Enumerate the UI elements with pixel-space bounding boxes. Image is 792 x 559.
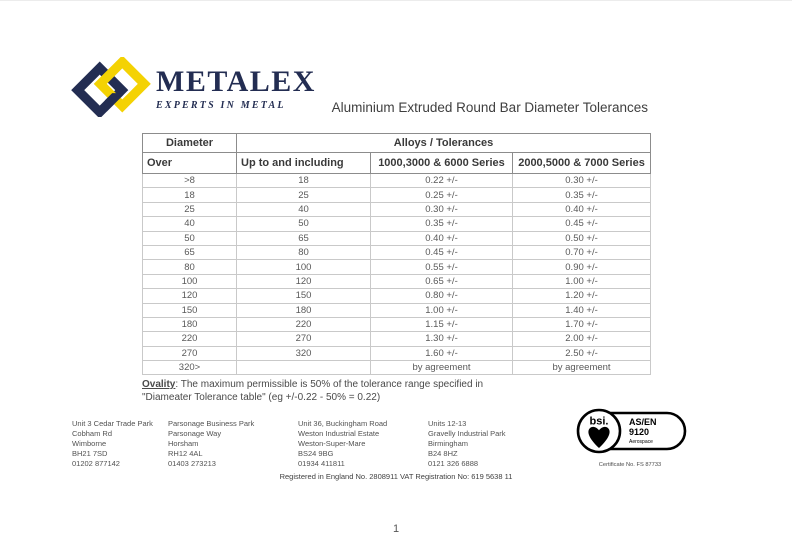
table-cell: 0.40 +/- xyxy=(371,231,513,245)
table-cell xyxy=(237,361,371,375)
table-cell: 1.00 +/- xyxy=(371,303,513,317)
ovality-label: Ovality xyxy=(142,379,176,390)
table-cell: 1.30 +/- xyxy=(371,332,513,346)
table-cell: 220 xyxy=(237,317,371,331)
footer-line: Cobham Rd xyxy=(72,429,113,438)
header-alloys-tolerances: Alloys / Tolerances xyxy=(237,134,651,153)
tolerance-table xyxy=(142,133,651,375)
table-cell: 0.30 +/- xyxy=(513,174,651,188)
footer-location xyxy=(428,419,548,469)
table-cell: 0.35 +/- xyxy=(513,188,651,202)
table-cell: 0.45 +/- xyxy=(371,245,513,259)
table-cell: 100 xyxy=(143,274,237,288)
bsi-standard-text: AS/EN xyxy=(629,417,657,427)
logo-tagline: EXPERTS IN METAL xyxy=(156,100,286,111)
table-cell: 18 xyxy=(143,188,237,202)
table-cell: >8 xyxy=(143,174,237,188)
table-row xyxy=(143,188,651,202)
table-cell: 100 xyxy=(237,260,371,274)
ovality-note-line1 xyxy=(142,378,483,391)
table-cell: 0.22 +/- xyxy=(371,174,513,188)
table-row xyxy=(143,260,651,274)
table-row xyxy=(143,231,651,245)
table-cell: 0.45 +/- xyxy=(513,217,651,231)
table-cell: 0.40 +/- xyxy=(513,202,651,216)
table-cell: 50 xyxy=(143,231,237,245)
table-cell: 40 xyxy=(237,202,371,216)
table-cell: 120 xyxy=(143,289,237,303)
ovality-note-line2: "Diameater Tolerance table" (eg +/-0.22 - 50% = 0.22) xyxy=(142,392,381,403)
table-cell: 0.50 +/- xyxy=(513,231,651,245)
table-body xyxy=(143,174,651,375)
footer-line: Gravelly Industrial Park xyxy=(428,429,506,438)
footer-line: RH12 4AL xyxy=(168,449,203,458)
table-row xyxy=(143,332,651,346)
table-cell: 220 xyxy=(143,332,237,346)
footer-line: 01403 273213 xyxy=(168,459,216,468)
table-group-header-row xyxy=(143,134,651,153)
table-cell: 0.70 +/- xyxy=(513,245,651,259)
table-cell: 1.20 +/- xyxy=(513,289,651,303)
table-row xyxy=(143,303,651,317)
footer-location xyxy=(298,419,428,469)
header-series-2000: 2000,5000 & 7000 Series xyxy=(513,153,651,174)
table-cell: 180 xyxy=(143,317,237,331)
footer-line: Units 12-13 xyxy=(428,419,467,428)
footer-line: 01202 877142 xyxy=(72,459,120,468)
footer-line: BH21 7SD xyxy=(72,449,108,458)
table-cell: 65 xyxy=(143,245,237,259)
table-cell: 0.35 +/- xyxy=(371,217,513,231)
table-cell: by agreement xyxy=(371,361,513,375)
table-cell: 270 xyxy=(237,332,371,346)
table-cell: 1.60 +/- xyxy=(371,346,513,360)
table-cell: 0.30 +/- xyxy=(371,202,513,216)
table-row xyxy=(143,217,651,231)
bsi-category-text: Aerospace xyxy=(629,439,653,445)
table-cell: 1.15 +/- xyxy=(371,317,513,331)
table-cell: 50 xyxy=(237,217,371,231)
footer-line: 01934 411811 xyxy=(298,459,345,468)
table-row xyxy=(143,361,651,375)
table-cell: 120 xyxy=(237,274,371,288)
table-cell: by agreement xyxy=(513,361,651,375)
table-row xyxy=(143,346,651,360)
header-over: Over xyxy=(143,153,237,174)
footer-line: Weston-Super-Mare xyxy=(298,439,366,448)
footer-line: Horsham xyxy=(168,439,199,448)
table-cell: 180 xyxy=(237,303,371,317)
footer-line: Unit 3 Cedar Trade Park xyxy=(72,419,153,428)
footer-line: Weston Industrial Estate xyxy=(298,429,380,438)
table-cell: 0.90 +/- xyxy=(513,260,651,274)
table-cell: 0.80 +/- xyxy=(371,289,513,303)
bsi-certification-badge xyxy=(573,408,693,468)
footer-line: Wimborne xyxy=(72,439,107,448)
table-cell: 18 xyxy=(237,174,371,188)
footer-line: Unit 36, Buckingham Road xyxy=(298,419,388,428)
bsi-kitemark-icon xyxy=(573,408,693,456)
metalex-diamonds-icon xyxy=(70,57,152,117)
footer-line: Birmingham xyxy=(428,439,469,448)
table-cell: 0.65 +/- xyxy=(371,274,513,288)
footer-line: 0121 326 6888 xyxy=(428,459,479,468)
table-cell: 2.00 +/- xyxy=(513,332,651,346)
page-number: 1 xyxy=(392,523,400,535)
table-row xyxy=(143,289,651,303)
table-cell: 80 xyxy=(143,260,237,274)
table-row xyxy=(143,174,651,188)
table-cell: 320 xyxy=(237,346,371,360)
table-header xyxy=(143,134,651,174)
header-up-to: Up to and including xyxy=(237,153,371,174)
table-row xyxy=(143,202,651,216)
footer-line: BS24 9BG xyxy=(298,449,334,458)
table-cell: 320> xyxy=(143,361,237,375)
registration-line: Registered in England No. 2808911 VAT Registration No: 619 5638 11 xyxy=(279,472,513,481)
page-title: Aluminium Extruded Round Bar Diameter Tolerances xyxy=(331,100,648,115)
table-cell: 0.25 +/- xyxy=(371,188,513,202)
footer-line: B24 8HZ xyxy=(428,449,458,458)
table-cell: 25 xyxy=(143,202,237,216)
footer-location xyxy=(72,419,168,469)
table-cell: 80 xyxy=(237,245,371,259)
footer-location xyxy=(168,419,298,469)
table-cell: 40 xyxy=(143,217,237,231)
table-cell: 1.00 +/- xyxy=(513,274,651,288)
table-row xyxy=(143,274,651,288)
table-cell: 150 xyxy=(237,289,371,303)
table-cell: 270 xyxy=(143,346,237,360)
table-cell: 25 xyxy=(237,188,371,202)
ovality-note xyxy=(142,378,483,404)
table-row xyxy=(143,245,651,259)
table-cell: 150 xyxy=(143,303,237,317)
ovality-text: : The maximum permissible is 50% of the tolerance range specified in xyxy=(175,379,484,390)
logo-wordmark: METALEX xyxy=(156,65,316,98)
header-diameter: Diameter xyxy=(143,134,237,153)
bsi-code-text: 9120 xyxy=(629,427,650,437)
table-column-header-row xyxy=(143,153,651,174)
table-row xyxy=(143,317,651,331)
table-cell: 0.55 +/- xyxy=(371,260,513,274)
bsi-brand-text: bsi. xyxy=(589,415,609,428)
table-cell: 65 xyxy=(237,231,371,245)
header-series-1000: 1000,3000 & 6000 Series xyxy=(371,153,513,174)
bsi-certificate-number: Certificate No. FS 87733 xyxy=(598,462,662,468)
table-cell: 1.40 +/- xyxy=(513,303,651,317)
table-cell: 1.70 +/- xyxy=(513,317,651,331)
footer-line: Parsonage Way xyxy=(168,429,222,438)
footer-line: Parsonage Business Park xyxy=(168,419,255,428)
table-cell: 2.50 +/- xyxy=(513,346,651,360)
footer-locations xyxy=(72,419,548,469)
